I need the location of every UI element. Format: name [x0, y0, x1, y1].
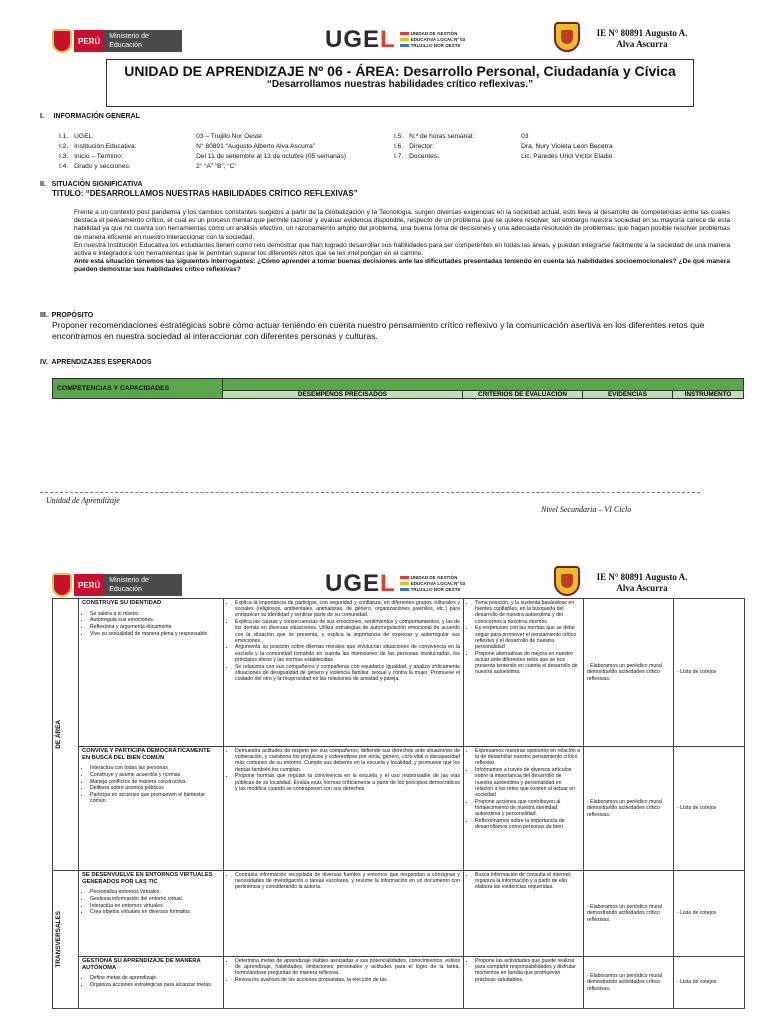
capacity-item: • Vive su sexualidad de manera plena y responsable. [90, 631, 220, 637]
info-right-table [390, 131, 617, 163]
info-value: 03 [521, 133, 529, 140]
info-row [57, 143, 348, 151]
capacity-item: • Gestiona información del entorno virtual. [90, 896, 220, 902]
evidence-cell [584, 957, 674, 1009]
info-value: N° 80891 “Augusto Alberto Alva Ascurra” [196, 143, 315, 150]
instrument-cell [674, 957, 745, 1009]
situation-paragraph-1: Frente a un contexto post pandemia y los cambios constantes surgidos a partir de la Globalización y la Tecnología, surgen diversas exigencias en la sociedad actual, esto lleva al desarrollo de competencias entre las cuales destaca el pensamiento crítico, el cual es un proceso mental que permite razonar y evaluar evidencia disponible, respecto de un problema que se quiere resolver, sin embargo nuestra sociedad en su mayoría carece de esta habilidad ya que no cuenta con herramientas como un análisis efectivo, un razonamiento amplio del problema, una buena toma de decisiones y una adecuada resolución de problemas; que hagan posible resolver problemas de manera eficiente en nuestro interaccionar con la sociedad. [74, 209, 730, 241]
instrument-text: - Lista de cotejos [677, 805, 717, 812]
criteria-cell [464, 871, 584, 957]
info-value: Dra. Nury Violeta León Becerra [521, 143, 613, 150]
performance-item: • Propone normas que regulan la convivencia en la escuela y el uso responsable de las vías públicas de su localidad. Evalúa esas normas críticamente a partir de los principios democráticos y las modifica cuando se contraponen con sus derechos. [235, 773, 460, 792]
criteria-item: • Busca información de consulta el internet; organiza la información y a partir de ello elabora las evidencias requeridas. [475, 872, 580, 891]
capacity-item: • Participa en acciones que promueven el bienestar común. [90, 792, 220, 804]
capacity-list [82, 611, 220, 637]
criteria-item: • Reflexionamos sobre la importancia de desarrollamos como personas de bien. [475, 818, 580, 830]
performance-cell [224, 747, 464, 871]
situation-title: TITULO: “DESARROLLAMOS NUESTRAS HABILIDADES CRÍTICO REFLEXIVAS” [52, 189, 358, 198]
info-number: I.1. [59, 133, 69, 140]
performance-item: • Se relaciona con sus compañeros y compañeras con equidad o igualdad, y analiza críticamente situaciones de desigualdad de género y violencia familiar, sexual y contra la mujer. Promueve el cuidado del otro y la reciprocidad en las relaciones de amistad y pareja. [235, 664, 460, 683]
criteria-item: • Es respetuoso con las normas que se debe seguir para promover el pensamiento crítico reflexivo y el desarrollo de nuestra personalidad [475, 625, 580, 650]
competency-title: CONSTRUYE SU IDENTIDAD [82, 600, 162, 606]
competency-cell [79, 957, 224, 1009]
competency-title: CONVIVE Y PARTICIPA DEMOCRÁTICAMENTE EN BUSCA DEL BIEN COMÚN [82, 748, 211, 761]
info-row [392, 153, 615, 161]
info-label: N.º de horas semanal: [409, 133, 475, 140]
capacity-item: • Reflexiona y argumenta éticamente [90, 624, 220, 630]
ugel-line: TRUJILLO NOR OESTE [400, 43, 465, 49]
info-number: I.2. [59, 143, 69, 150]
capacity-item: • Interactúa con todas las personas [90, 765, 220, 771]
info-value: 2° “A” “B”, “C” [196, 163, 237, 170]
performance-item: • Explica las causas y consecuencias de sus emociones, sentimientos y comportamientos, y las de los demás en diversas situaciones. Utiliza estrategias de autorregulación emocional de acuerdo con la situación que se presenta, y explica la importancia de expresar y autorregular sus emociones. [235, 619, 460, 644]
capacity-item: • Autorregula sus emociones. [90, 617, 220, 623]
capacity-item: • Organiza acciones estratégicas para alcanzar metas. [90, 982, 220, 988]
performance-list [227, 958, 460, 983]
performance-item: • Explica la importancia de participar, con seguridad y confianza, en diferentes grupos culturales y sociales (religiosos, ambientales, animalistas, de género, organizaciones juveniles, etc.) para enriquecer su identidad y sentirse parte de su comunidad. [235, 600, 460, 619]
criteria-list [467, 600, 580, 675]
competency-cell [79, 747, 224, 871]
situation-paragraph-2: En nuestra Institución Educativa los estudiantes tienen como reto demostrar que han logrado desarrollar sus habilidades para ser competentes en todas las áreas, y puedan integrarse fácilmente a la sociedad de una manera activa e integradora con herramientas que le permitan superar los diferentes retos que se les interpongan en el camino. [74, 241, 730, 258]
school-crest-icon [554, 566, 580, 596]
table-row [53, 747, 745, 871]
footer-right: Nivel Secundaria – VI Ciclo [541, 505, 632, 514]
competency-cell [79, 599, 224, 747]
info-row [57, 133, 348, 141]
section-info-heading: I. INFORMACIÓN GENERAL [40, 113, 140, 120]
instrument-text: - Lista de cotejos [677, 669, 717, 676]
performance-cell [224, 957, 464, 1009]
group-label-cell [53, 871, 79, 1009]
criteria-list [467, 872, 580, 891]
performance-item: • Demuestra actitudes de respeto por sus compañeros, defiende sus derechos ante situaciones de vulneración, y cuestiona los prejuicios y estereotipos por etnia, género, ciclo vital o discapacidad más comunes de su entorno. Cumple sus deberes en la escuela y localidad, y promueve que los demás también los cumplan. [235, 748, 460, 773]
col-performances: DESEMPEÑOS PRECISADOS [223, 391, 463, 399]
performance-cell [224, 599, 464, 747]
ugel-line: EDUCATIVA LOCAL Nº 03 [400, 581, 465, 587]
peru-shield-icon [52, 29, 72, 53]
performance-item: • Argumenta su posición sobre dilemas morales que involucran situaciones de convivencia en la escuela y la comunidad tomando en cuenta las intenciones de las personas involucradas, los principios éticos y las normas establecidas. [235, 644, 460, 663]
info-value: Lic. Paredes Uriol Víctor Eladio [521, 153, 613, 160]
info-label: Grado y secciones: [74, 163, 131, 170]
performance-item: • Determina metas de aprendizaje viables asociadas a sus potencialidades, conocimientos, estilos de aprendizaje, habilidades, limitaciones personales y actitudes para el logro de la tarea, formulándose preguntas de manera reflexiva. [235, 958, 460, 977]
evidence-text: - Elaboramos un periódico mural demostrando actividades crítico reflexivas. [587, 799, 662, 818]
performance-cell [224, 871, 464, 957]
instrument-text: - Lista de cotejos [677, 979, 717, 986]
instrument-cell [674, 747, 745, 871]
situation-text [74, 209, 730, 275]
learning-header-table [52, 378, 744, 399]
info-number: I.6. [394, 143, 404, 150]
performance-list [227, 748, 460, 792]
criteria-item: • Propone las actividades que puede realizar para compartir responsabilidades y disfrutar momentos en familia que promuevan prácticas saludables, [475, 958, 580, 983]
school-crest-icon [554, 22, 580, 52]
ugel-logo [325, 26, 465, 54]
table-row [53, 871, 745, 957]
group-label: DE ÁREA [55, 720, 62, 749]
peru-label: PERÚ [74, 30, 104, 52]
peru-ministry-logo [52, 572, 182, 598]
col-evidence: EVIDENCIAS [583, 391, 673, 399]
criteria-cell [464, 599, 584, 747]
group-label-cell [53, 599, 79, 871]
capacity-item: • Personaliza entornos virtuales. [90, 889, 220, 895]
section-purpose-heading: III. PROPÓSITO [40, 312, 94, 319]
col-criteria: CRITERIOS DE EVALUACIÓN [463, 391, 583, 399]
evidence-text: - Elaboramos un periódico mural demostrando actividades crítico reflexivas. [587, 904, 662, 923]
evidence-cell [584, 747, 674, 871]
info-left-table [55, 131, 350, 173]
ministry-label: Ministerio de Educación [104, 574, 182, 596]
unit-subtitle: “Desarrollamos nuestras habilidades crítico reflexivas.” [266, 79, 534, 90]
info-label: Inicio – Término: [74, 153, 123, 160]
capacity-item: • Construye y asume acuerdos y normas [90, 772, 220, 778]
situation-paragraph-3 [74, 258, 730, 274]
performance-list [227, 600, 460, 682]
ugel-wordmark: UGEL [325, 570, 396, 597]
ministry-label: Ministerio de Educación [104, 30, 182, 52]
criteria-cell [464, 957, 584, 1009]
info-row [57, 163, 348, 171]
capacity-list [82, 765, 220, 804]
competency-title: SE DESENVUELVE EN ENTORNOS VIRTUALES GENERADOS POR LAS TIC [82, 872, 213, 885]
capacity-item: • Delibera sobre asuntos públicos [90, 785, 220, 791]
page-divider [40, 492, 700, 493]
capacity-item: • Maneja conflictos de manera constructiva. [90, 779, 220, 785]
criteria-item: • Toma posición, y la sustenta basándose en fuentes confiables, en la búsqueda del desarrollo de nuestra autoestima y del conocernos a nosotros mismos. [475, 600, 580, 625]
section-situation-heading: II. SITUACIÓN SIGNIFICATIVA [40, 181, 143, 188]
peru-label: PERÚ [74, 574, 104, 596]
instrument-text: - Lista de cotejos [677, 910, 717, 917]
school-name: IE N° 80891 Augusto A. Alva Ascurra [596, 28, 688, 49]
criteria-item: • Propone acciones que contribuyen al fortalecimiento de nuestra identidad, autoestima y personalidad. [475, 799, 580, 818]
instrument-cell [674, 599, 745, 747]
criteria-item: • Informamos a través de diversos artículos sobre la importancia del desarrollo de nuestra autoestima y personalidad en relación a los retos que existen al actuar en sociedad [475, 767, 580, 798]
unit-title-box [106, 59, 694, 107]
info-label: Institución Educativa: [74, 143, 137, 150]
competency-title: GESTIONA SU APRENDIZAJE DE MANERA AUTÓNOMA [82, 958, 201, 971]
capacity-item: • Se valora a sí mismo. [90, 611, 220, 617]
evidence-text: - Elaboramos un periódico mural demostrando actividades crítico reflexivas. [587, 973, 662, 992]
ugel-wordmark: UGEL [325, 26, 396, 53]
ugel-line: TRUJILLO NOR OESTE [400, 587, 465, 593]
performance-list [227, 872, 460, 891]
performance-item: • Contrasta información recopilada de diversas fuentes y entornos que respondan a consignas y necesidades de investigación o tareas escolares, y resume la información en un documento con pertinencia y considerando la autoría. [235, 872, 460, 891]
group-label: TRANSVERSALES [55, 911, 62, 968]
info-row [392, 133, 615, 141]
peru-ministry-logo [52, 28, 182, 54]
info-label: Director: [409, 143, 435, 150]
criteria-cell [464, 747, 584, 871]
capacity-item: • Define metas de aprendizaje. [90, 975, 220, 981]
info-value: 03 – Trujillo Nor Oeste [196, 133, 262, 140]
purpose-text: Proponer recomendaciones estratégicas sobre cómo actuar teniendo en cuenta nuestro pensamiento crítico reflexivo y la comunicación asertiva en los diferentes retos que encontramos en nuestra sociedad al interaccionar con diferentes personas y culturas. [52, 320, 705, 341]
evidence-cell [584, 871, 674, 957]
info-number: I.3. [59, 153, 69, 160]
info-number: I.5. [394, 133, 404, 140]
situation-questions: Ante esta situación tenemos las siguientes interrogantes: ¿Cómo aprender a tomar buenas decisiones ante las dificultades presentadas teniendo en cuenta las habilidades socioemocionales? ¿De qué manera pueden demostrar sus habilidades crítico reflexivas? [74, 258, 730, 274]
table-row [53, 599, 745, 747]
criteria-list [467, 958, 580, 983]
info-row [392, 143, 615, 151]
col-instrument: INSTRUMENTO [673, 391, 744, 399]
info-label: Docentes: [409, 153, 439, 160]
criteria-item: • Expresamos nuestras opiniones en relación a la de desarrollar nuestro pensamiento crítico reflexivo [475, 748, 580, 767]
capacity-list [82, 889, 220, 915]
unit-title: UNIDAD DE APRENDIZAJE Nº 06 - ÁREA: Desarrollo Personal, Ciudadanía y Cívica [124, 63, 676, 79]
school-name: IE N° 80891 Augusto A. Alva Ascurra [596, 572, 688, 593]
ugel-line: UNIDAD DE GESTIÓN [400, 31, 465, 37]
info-row [57, 153, 348, 161]
performance-item: • Revisa los avances de las acciones propuestas, la elección de las [235, 977, 460, 983]
info-label: UGEL: [74, 133, 94, 140]
footer-left: Unidad de Aprendizaje [46, 496, 120, 505]
info-number: I.4. [59, 163, 69, 170]
info-number: I.7. [394, 153, 404, 160]
ugel-logo [325, 570, 465, 598]
evidence-cell [584, 599, 674, 747]
instrument-cell [674, 871, 745, 957]
capacity-list [82, 975, 220, 988]
capacity-item: • Interactúa en entornos virtuales. [90, 903, 220, 909]
section-learning-heading: IV. APRENDIZAJES ESPERADOS [40, 359, 152, 366]
table-row [53, 957, 745, 1009]
ugel-line: EDUCATIVA LOCAL Nº 03 [400, 37, 465, 43]
criteria-list [467, 748, 580, 830]
evidence-text: - Elaboramos un periódico mural demostrando actividades crítico reflexivas. [587, 663, 662, 682]
ugel-line: UNIDAD DE GESTIÓN [400, 575, 465, 581]
competencies-header: COMPETENCIAS Y CAPACIDADES [53, 379, 223, 399]
competency-cell [79, 871, 224, 957]
peru-shield-icon [52, 573, 72, 597]
capacity-item: • Crea objetos virtuales en diversos formatos. [90, 909, 220, 915]
competencies-table [52, 598, 745, 1009]
info-value: Del 11 de setiembre al 13 de octubre (05 semanas) [196, 153, 346, 160]
criteria-item: • Propone alternativas de mejora en nuestro actuar ante diferentes retos que se nos presenta teniendo en cuenta el desarrollo de nuestra autoestima. [475, 651, 580, 676]
